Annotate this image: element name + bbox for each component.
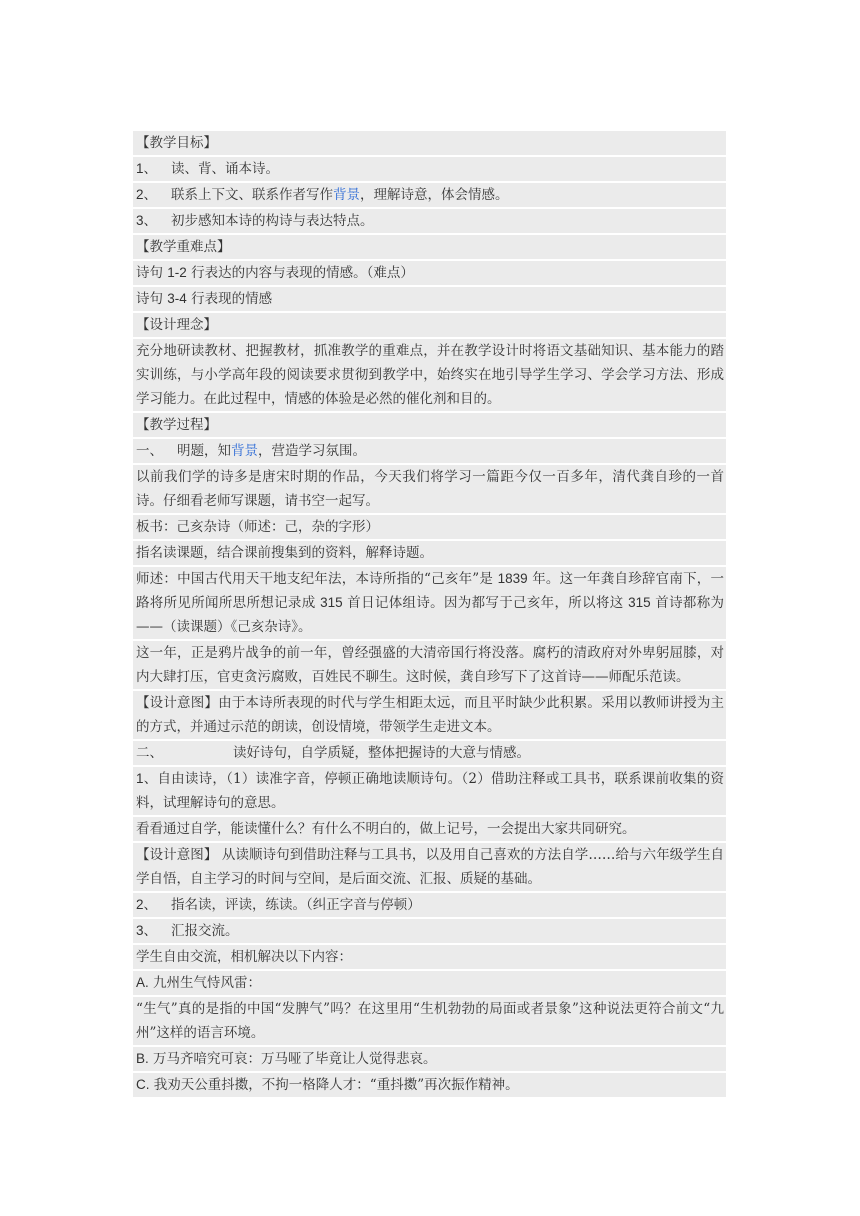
paragraph-intro: 以前我们学的诗多是唐宋时期的作品，今天我们将学习一篇距今仅一百多年，清代龚自珍的一首诗。仔细看老师写课题，请书空一起写。 xyxy=(133,465,726,515)
goal-item-3: 3、 初步感知本诗的构诗与表达特点。 xyxy=(133,209,726,235)
paragraph-step-3: 3、 汇报交流。 xyxy=(133,919,726,945)
paragraph-item-b: B. 万马齐喑究可哀：万马哑了毕竟让人觉得悲哀。 xyxy=(133,1047,726,1073)
key-point-1: 诗句 1-2 行表达的内容与表现的情感。（难点） xyxy=(133,261,726,287)
paragraph-history: 这一年，正是鸦片战争的前一年，曾经强盛的大清帝国行将没落。腐朽的清政府对外卑躬屈膝，对内大肆打压，官吏贪污腐败，百姓民不聊生。这时候，龚自珍写下了这首诗——师配乐范读。 xyxy=(133,641,726,691)
heading-design-idea: 【设计理念】 xyxy=(133,313,726,339)
goal-item-1: 1、 读、背、诵本诗。 xyxy=(133,157,726,183)
heading-key-points: 【教学重难点】 xyxy=(133,235,726,261)
design-idea-text: 充分地研读教材、把握教材，抓准教学的重难点，并在教学设计时将语文基础知识、基本能力的踏实训练，与小学高年段的阅读要求贯彻到教学中，始终实在地引导学生学习、学会学习方法、形成学习能力。在此过程中，情感的体验是必然的催化剂和目的。 xyxy=(133,339,726,413)
goal-item-2: 2、 联系上下文、联系作者写作背景，理解诗意，体会情感。 xyxy=(133,183,726,209)
paragraph-item-c: C. 我劝天公重抖擞，不拘一格降人才：“重抖擞”再次振作精神。 xyxy=(133,1073,726,1099)
paragraph-blackboard: 板书：己亥杂诗（师述：己，杂的字形） xyxy=(133,515,726,541)
paragraph-read-title: 指名读课题，结合课前搜集到的资料，解释诗题。 xyxy=(133,541,726,567)
paragraph-teacher-narration: 师述：中国古代用天干地支纪年法，本诗所指的“己亥年”是 1839 年。这一年龚自珍辞官南下，一路将所见所闻所思所想记录成 315 首日记体组诗。因为都写于己亥年，所以将这 315 首诗都称为——（读课题）《己亥杂诗》。 xyxy=(133,567,726,641)
paragraph-design-intent-2: 【设计意图】 从读顺诗句到借助注释与工具书，以及用自己喜欢的方法自学……给与六年级学生自学自悟，自主学习的时间与空间，是后面交流、汇报、质疑的基础。 xyxy=(133,843,726,893)
paragraph-design-intent-1: 【设计意图】由于本诗所表现的时代与学生相距太远，而且平时缺少此积累。采用以教师讲授为主的方式，并通过示范的朗读，创设情境，带领学生走进文本。 xyxy=(133,691,726,741)
section-1-title: 一、 明题，知背景，营造学习氛围。 xyxy=(133,439,726,465)
paragraph-discussion: 学生自由交流，相机解决以下内容： xyxy=(133,945,726,971)
paragraph-item-a-explanation: “生气”真的是指的中国“发脾气”吗？在这里用“生机勃勃的局面或者景象”这种说法更符合前文“九州”这样的语言环境。 xyxy=(133,997,726,1047)
paragraph-self-study: 看看通过自学，能读懂什么？有什么不明白的，做上记号，一会提出大家共同研究。 xyxy=(133,817,726,843)
lesson-plan-content xyxy=(133,131,726,1099)
paragraph-step-2: 2、 指名读，评读，练读。（纠正字音与停顿） xyxy=(133,893,726,919)
heading-teaching-goals: 【教学目标】 xyxy=(133,131,726,157)
heading-teaching-process: 【教学过程】 xyxy=(133,413,726,439)
paragraph-item-a: A. 九州生气恃风雷： xyxy=(133,971,726,997)
paragraph-free-reading: 1、自由读诗，（1）读准字音，停顿正确地读顺诗句。（2）借助注释或工具书，联系课前收集的资料，试理解诗句的意思。 xyxy=(133,767,726,817)
key-point-2: 诗句 3-4 行表现的情感 xyxy=(133,287,726,313)
background-link[interactable]: 背景 xyxy=(231,443,258,459)
section-2-title: 二、 读好诗句，自学质疑，整体把握诗的大意与情感。 xyxy=(133,741,726,767)
background-link[interactable]: 背景 xyxy=(333,187,361,203)
